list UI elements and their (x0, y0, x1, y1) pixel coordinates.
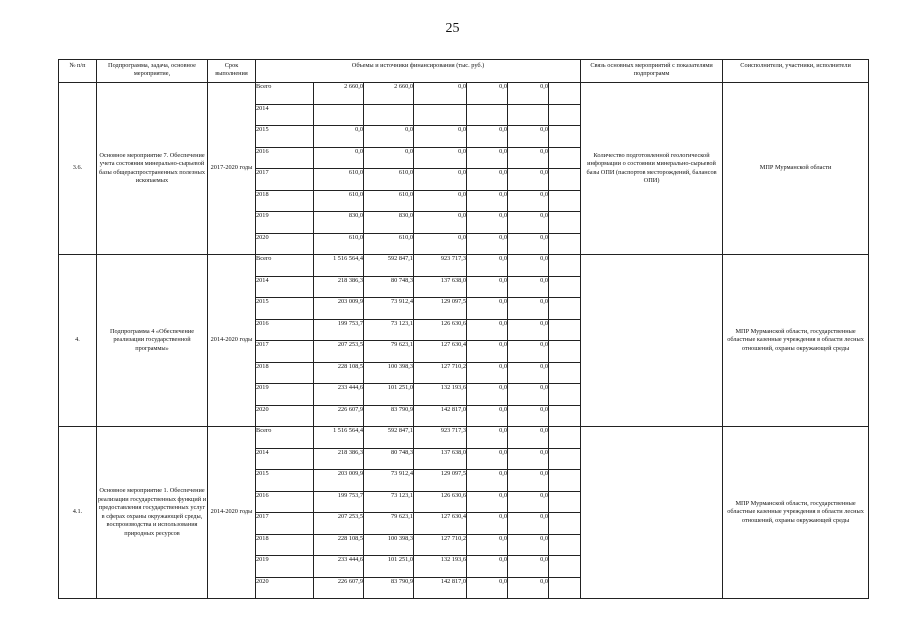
amount-cell: 0,0 (508, 534, 549, 556)
amount-cell: 0,0 (467, 147, 508, 169)
table-body (59, 60, 869, 599)
amount-cell: 0,0 (467, 362, 508, 384)
amount-cell: 2 660,0 (314, 83, 364, 105)
year-cell: 2018 (256, 534, 314, 556)
program-name: Основное мероприятие 1. Обеспечение реализации государственных функций и предоставления государственных услуг в сферах охраны окружающей среды, воспроизводства и использования природных ресурсов (97, 427, 208, 599)
amount-cell: 0,0 (467, 169, 508, 191)
amount-cell: 132 193,6 (414, 384, 467, 406)
amount-cell: 207 253,5 (314, 341, 364, 363)
extra-cell (549, 556, 581, 578)
amount-cell: 203 009,9 (314, 470, 364, 492)
header-funding: Объемы и источники финансирования (тыс. руб.) (256, 60, 581, 83)
amount-cell: 0,0 (508, 470, 549, 492)
year-cell: 2019 (256, 384, 314, 406)
amount-cell: 0,0 (508, 126, 549, 148)
amount-cell: 0,0 (467, 448, 508, 470)
amount-cell: 0,0 (467, 556, 508, 578)
amount-cell: 0,0 (508, 233, 549, 255)
funding-table (58, 59, 869, 599)
amount-cell: 0,0 (467, 341, 508, 363)
amount-cell: 73 123,1 (364, 491, 414, 513)
term-cell: 2014-2020 годы (208, 255, 256, 427)
amount-cell: 0,0 (364, 126, 414, 148)
year-cell: 2014 (256, 448, 314, 470)
extra-cell (549, 276, 581, 298)
year-cell: 2016 (256, 491, 314, 513)
amount-cell: 610,0 (364, 190, 414, 212)
amount-cell: 0,0 (508, 491, 549, 513)
header-term: Срок выполнения (208, 60, 256, 83)
amount-cell: 0,0 (467, 276, 508, 298)
amount-cell (314, 104, 364, 126)
amount-cell: 0,0 (467, 427, 508, 449)
extra-cell (549, 169, 581, 191)
amount-cell: 233 444,6 (314, 384, 364, 406)
amount-cell: 610,0 (314, 169, 364, 191)
year-cell: Всего (256, 83, 314, 105)
amount-cell: 73 912,4 (364, 470, 414, 492)
amount-cell: 218 386,3 (314, 276, 364, 298)
year-cell: 2015 (256, 126, 314, 148)
amount-cell: 0,0 (508, 298, 549, 320)
amount-cell: 0,0 (508, 255, 549, 277)
extra-cell (549, 126, 581, 148)
amount-cell: 0,0 (467, 255, 508, 277)
amount-cell: 923 717,3 (414, 255, 467, 277)
year-cell: 2019 (256, 556, 314, 578)
amount-cell: 0,0 (508, 276, 549, 298)
amount-cell: 0,0 (467, 534, 508, 556)
amount-cell: 233 444,6 (314, 556, 364, 578)
amount-cell: 142 817,0 (414, 405, 467, 427)
extra-cell (549, 384, 581, 406)
amount-cell: 129 097,5 (414, 470, 467, 492)
amount-cell: 0,0 (508, 448, 549, 470)
header-link: Связь основных мероприятий с показателями подпрограмм (581, 60, 723, 83)
term-cell: 2014-2020 годы (208, 427, 256, 599)
amount-cell: 0,0 (508, 384, 549, 406)
amount-cell: 610,0 (314, 190, 364, 212)
extra-cell (549, 298, 581, 320)
amount-cell: 132 193,6 (414, 556, 467, 578)
amount-cell: 0,0 (508, 427, 549, 449)
extra-cell (549, 341, 581, 363)
extra-cell (549, 190, 581, 212)
row-number: 4. (59, 255, 97, 427)
extra-cell (549, 147, 581, 169)
amount-cell: 126 630,6 (414, 491, 467, 513)
extra-cell (549, 104, 581, 126)
amount-cell: 101 251,0 (364, 384, 414, 406)
amount-cell: 137 638,0 (414, 276, 467, 298)
extra-cell (549, 534, 581, 556)
year-cell: 2014 (256, 276, 314, 298)
amount-cell: 1 516 564,4 (314, 255, 364, 277)
amount-cell: 129 097,5 (414, 298, 467, 320)
amount-cell: 0,0 (467, 319, 508, 341)
amount-cell (414, 104, 467, 126)
year-cell: 2016 (256, 147, 314, 169)
amount-cell: 0,0 (508, 556, 549, 578)
amount-cell: 0,0 (467, 190, 508, 212)
program-name: Подпрограмма 4 «Обеспечение реализации государственной программы» (97, 255, 208, 427)
year-cell: 2017 (256, 169, 314, 191)
header-row (59, 60, 869, 83)
year-cell: 2018 (256, 362, 314, 384)
extra-cell (549, 491, 581, 513)
amount-cell: 0,0 (467, 83, 508, 105)
term-cell: 2017-2020 годы (208, 83, 256, 255)
table-row (59, 83, 869, 105)
amount-cell: 0,0 (508, 212, 549, 234)
extra-cell (549, 577, 581, 599)
extra-cell (549, 448, 581, 470)
amount-cell: 610,0 (314, 233, 364, 255)
amount-cell: 127 630,4 (414, 513, 467, 535)
year-cell: 2015 (256, 470, 314, 492)
amount-cell: 0,0 (414, 147, 467, 169)
amount-cell: 592 847,1 (364, 255, 414, 277)
amount-cell: 0,0 (467, 491, 508, 513)
amount-cell: 0,0 (414, 83, 467, 105)
amount-cell (508, 104, 549, 126)
extra-cell (549, 83, 581, 105)
year-cell: 2020 (256, 405, 314, 427)
amount-cell: 0,0 (467, 212, 508, 234)
amount-cell: 137 638,0 (414, 448, 467, 470)
amount-cell: 923 717,3 (414, 427, 467, 449)
amount-cell: 0,0 (508, 341, 549, 363)
year-cell: 2014 (256, 104, 314, 126)
row-number: 3.6. (59, 83, 97, 255)
amount-cell: 0,0 (314, 147, 364, 169)
amount-cell: 592 847,1 (364, 427, 414, 449)
amount-cell: 0,0 (467, 233, 508, 255)
amount-cell: 100 398,3 (364, 534, 414, 556)
table-row (59, 255, 869, 277)
amount-cell: 0,0 (508, 319, 549, 341)
amount-cell: 0,0 (414, 233, 467, 255)
year-cell: 2019 (256, 212, 314, 234)
link-cell: Количество подготовленной геологической информации о состоянии минерально-сырьевой базы ОПИ (паспортов месторождений, балансов ОПИ) (581, 83, 723, 255)
amount-cell: 199 753,7 (314, 491, 364, 513)
amount-cell (467, 104, 508, 126)
amount-cell: 203 009,9 (314, 298, 364, 320)
amount-cell: 0,0 (508, 405, 549, 427)
amount-cell: 80 748,3 (364, 448, 414, 470)
amount-cell: 0,0 (414, 126, 467, 148)
amount-cell: 0,0 (467, 513, 508, 535)
program-name: Основное мероприятие 7. Обеспечение учета состояния минерально-сырьевой базы общераспространенных полезных ископаемых (97, 83, 208, 255)
amount-cell: 830,0 (314, 212, 364, 234)
year-cell: 2017 (256, 341, 314, 363)
amount-cell: 101 251,0 (364, 556, 414, 578)
amount-cell: 226 607,9 (314, 405, 364, 427)
amount-cell: 79 623,1 (364, 513, 414, 535)
extra-cell (549, 255, 581, 277)
amount-cell: 228 108,5 (314, 362, 364, 384)
executors-cell: МПР Мурманской области, государственные областные казенные учреждения в области лесных отношений, охраны окружающей среды (723, 427, 869, 599)
amount-cell: 0,0 (364, 147, 414, 169)
year-cell: Всего (256, 427, 314, 449)
link-cell (581, 427, 723, 599)
header-num: № п/п (59, 60, 97, 83)
amount-cell: 0,0 (508, 190, 549, 212)
year-cell: 2017 (256, 513, 314, 535)
amount-cell: 199 753,7 (314, 319, 364, 341)
amount-cell: 2 660,0 (364, 83, 414, 105)
amount-cell: 83 790,9 (364, 577, 414, 599)
amount-cell: 80 748,3 (364, 276, 414, 298)
amount-cell: 218 386,3 (314, 448, 364, 470)
amount-cell: 0,0 (508, 513, 549, 535)
header-program: Подпрограмма, задача, основное мероприятие, (97, 60, 208, 83)
extra-cell (549, 212, 581, 234)
amount-cell: 207 253,5 (314, 513, 364, 535)
amount-cell: 0,0 (467, 126, 508, 148)
amount-cell: 610,0 (364, 169, 414, 191)
link-cell (581, 255, 723, 427)
extra-cell (549, 427, 581, 449)
amount-cell: 0,0 (508, 362, 549, 384)
extra-cell (549, 405, 581, 427)
row-number: 4.1. (59, 427, 97, 599)
amount-cell: 228 108,5 (314, 534, 364, 556)
amount-cell: 0,0 (467, 405, 508, 427)
amount-cell: 127 710,2 (414, 362, 467, 384)
amount-cell: 0,0 (414, 190, 467, 212)
year-cell: 2020 (256, 577, 314, 599)
amount-cell: 142 817,0 (414, 577, 467, 599)
extra-cell (549, 513, 581, 535)
extra-cell (549, 470, 581, 492)
header-executors: Соисполнители, участники, исполнители (723, 60, 869, 83)
amount-cell: 79 623,1 (364, 341, 414, 363)
extra-cell (549, 319, 581, 341)
table-row (59, 427, 869, 449)
amount-cell: 0,0 (467, 384, 508, 406)
amount-cell: 126 630,6 (414, 319, 467, 341)
amount-cell: 0,0 (467, 577, 508, 599)
amount-cell: 0,0 (508, 83, 549, 105)
year-cell: Всего (256, 255, 314, 277)
amount-cell: 0,0 (467, 470, 508, 492)
year-cell: 2015 (256, 298, 314, 320)
page-number: 25 (445, 21, 460, 36)
amount-cell: 226 607,9 (314, 577, 364, 599)
amount-cell: 1 516 564,4 (314, 427, 364, 449)
amount-cell: 0,0 (508, 169, 549, 191)
year-cell: 2018 (256, 190, 314, 212)
amount-cell: 610,0 (364, 233, 414, 255)
amount-cell: 127 710,2 (414, 534, 467, 556)
amount-cell: 0,0 (314, 126, 364, 148)
amount-cell: 0,0 (414, 212, 467, 234)
extra-cell (549, 362, 581, 384)
amount-cell: 0,0 (508, 147, 549, 169)
amount-cell: 73 912,4 (364, 298, 414, 320)
amount-cell: 0,0 (414, 169, 467, 191)
amount-cell: 100 398,3 (364, 362, 414, 384)
amount-cell: 83 790,9 (364, 405, 414, 427)
amount-cell: 830,0 (364, 212, 414, 234)
amount-cell: 0,0 (508, 577, 549, 599)
extra-cell (549, 233, 581, 255)
amount-cell: 73 123,1 (364, 319, 414, 341)
executors-cell: МПР Мурманской области (723, 83, 869, 255)
year-cell: 2016 (256, 319, 314, 341)
amount-cell: 127 630,4 (414, 341, 467, 363)
amount-cell (364, 104, 414, 126)
executors-cell: МПР Мурманской области, государственные областные казенные учреждения в области лесных отношений, охраны окружающей среды (723, 255, 869, 427)
year-cell: 2020 (256, 233, 314, 255)
amount-cell: 0,0 (467, 298, 508, 320)
